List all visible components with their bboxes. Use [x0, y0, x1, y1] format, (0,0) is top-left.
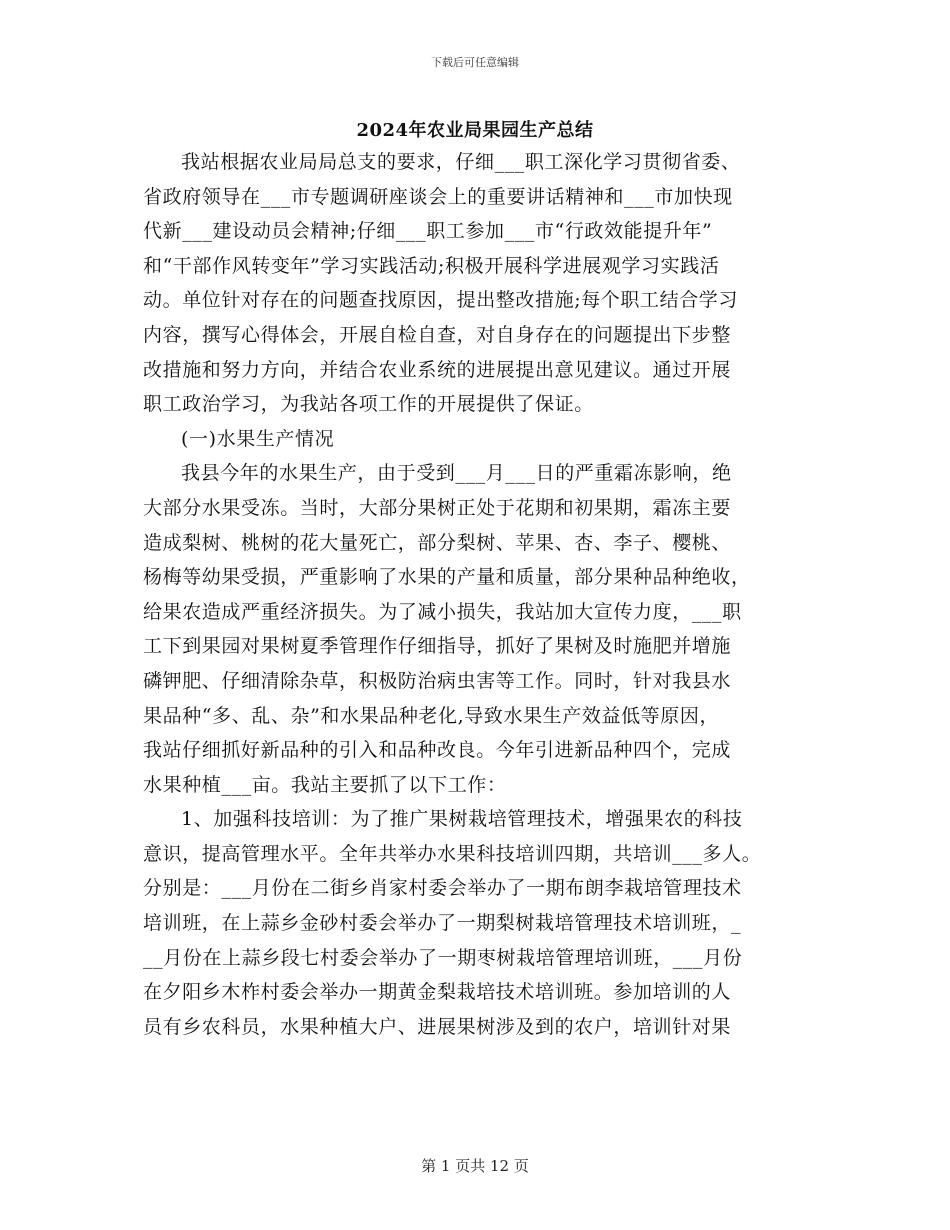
text-line: 造成梨树、桃树的花大量死亡，部分梨树、苹果、杏、李子、樱桃、: [143, 531, 732, 554]
text-line: 工下到果园对果树夏季管理作仔细指导，抓好了果树及时施肥并增施: [143, 635, 732, 658]
text-line: 和“干部作风转变年”学习实践活动;积极开展科学进展观学习实践活: [143, 254, 720, 277]
document-body: [143, 145, 823, 1044]
text-line: 职工政治学习，为我站各项工作的开展提供了保证。: [143, 393, 594, 416]
text-line: 给果农造成严重经济损失。为了减小损失，我站加大宣传力度，___职: [143, 600, 742, 623]
text-line: 内容，撰写心得体会，开展自检自查，对自身存在的问题提出下步整: [143, 323, 732, 346]
text-line: 杨梅等幼果受损，严重影响了水果的产量和质量，部分果种品种绝收，: [143, 566, 751, 589]
text-line: 果品种“多、乱、杂”和水果品种老化,导致水果生产效益低等原因，: [143, 704, 720, 727]
text-line: __月份在上蒜乡段七村委会举办了一期枣树栽培管理培训班，___月份: [143, 946, 743, 969]
document-title: 2024年农业局果园生产总结: [356, 120, 594, 141]
text-line: 员有乡农科员，水果种植大户、进展果树涉及到的农户，培训针对果: [143, 1015, 732, 1038]
text-line: 培训班，在上蒜乡金砂村委会举办了一期梨树栽培管理技术培训班，_: [143, 912, 742, 935]
text-line: 省政府领导在___市专题调研座谈会上的重要讲话精神和___市加快现: [143, 185, 733, 208]
header-note: 下载后可任意编辑: [431, 56, 519, 69]
page-number: 第 1 页共 12 页: [421, 1157, 529, 1175]
text-line: 改措施和努力方向，并结合农业系统的进展提出意见建议。通过开展: [143, 358, 732, 381]
text-line: 我站根据农业局局总支的要求，仔细___职工深化学习贯彻省委、: [181, 151, 741, 173]
text-line: 我站仔细抓好新品种的引入和品种改良。今年引进新品种四个，完成: [143, 739, 732, 762]
text-line: 水果种植___亩。我站主要抓了以下工作：: [143, 773, 507, 796]
text-line: 大部分水果受冻。当时，大部分果树正处于花期和初果期，霜冻主要: [143, 496, 732, 519]
text-line: 在夕阳乡木柞村委会举办一期黄金梨栽培技术培训班。参加培训的人: [143, 981, 732, 1004]
text-line: 我县今年的水果生产，由于受到___月___日的严重霜冻影响，绝: [181, 462, 732, 485]
text-line: (一)水果生产情况: [181, 427, 335, 450]
text-line: 代新___建设动员会精神;仔细___职工参加___市“行政效能提升年”: [143, 220, 713, 243]
text-line: 磷钾肥、仔细清除杂草，积极防治病虫害等工作。同时，针对我县水: [143, 669, 732, 692]
text-line: 分别是：___月份在二街乡肖家村委会举办了一期布朗李栽培管理技术: [143, 877, 742, 900]
text-line: 意识，提高管理水平。全年共举办水果科技培训四期，共培训___多人。: [143, 842, 762, 865]
text-line: 动。单位针对存在的问题查找原因，提出整改措施;每个职工结合学习: [143, 289, 739, 312]
text-line: 1、加强科技培训：为了推广果树栽培管理技术，增强果农的科技: [181, 808, 743, 831]
